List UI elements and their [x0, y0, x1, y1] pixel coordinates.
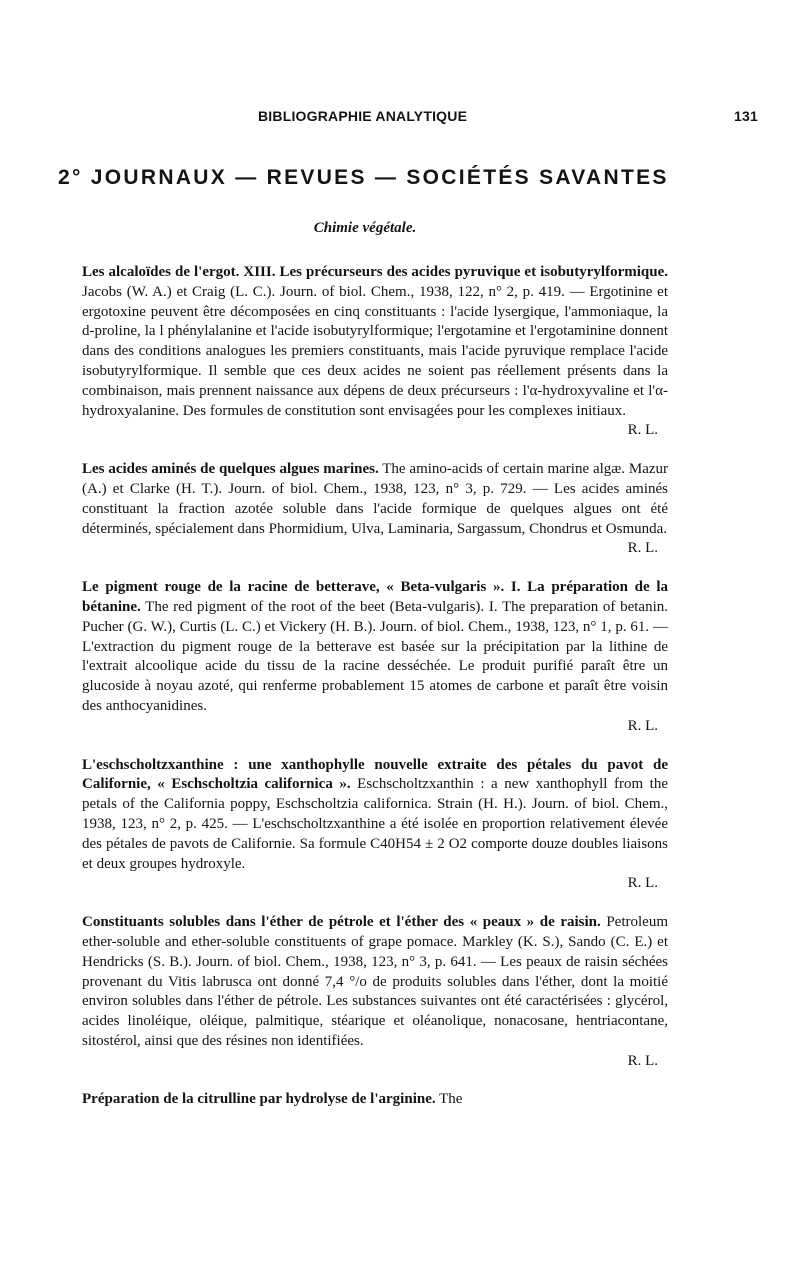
bibliography-entry — [82, 913, 668, 1071]
entry-text: Eschscholtzxanthin : a new xanthophyll from the petals of the California poppy, Eschscholtzia californica. Strain (H. H.). Journ. of biol. Chem., 1938, 123, n° 2, p. 425. — L'eschscholtzxanthine a été isolée en proportion relativement élevée des pétales de pavots de Californie. Sa formule — [82, 776, 668, 852]
entry-title: Les acides aminés de quelques algues marines. — [82, 461, 379, 478]
entry-signature: R. L. — [627, 717, 658, 734]
bibliography-entry — [82, 263, 668, 441]
entry-text: Petroleum ether-soluble and ether-soluble constituents of grape pomace. Markley (K. S.), Sando (C. E.) et Hendricks (S. B.). Journ. of biol. Chem., 1938, 123, n° 3, p. 641. — Les peaux de raisin séchées provenant du Vitis labrusca ont donné 7,4 °/o de produits solubles dans l'éther, dont la moitié environ solubles dans l'éther de pétrole. Les substances suivantes ont été caractérisées : glycérol, acides linoléique, oléique, palmitique, stéarique et oléanolique, nonacosane, hentriacontane, sitostérol, ainsi que des résines non identifiées. — [82, 914, 668, 1049]
entry-text: The amino-acids of certain marine algæ. Mazur (A.) et Clarke (H. T.). Journ. of biol. Chem., 1938, 123, n° 3, p. 729. — Les acides aminés constituant la fraction azotée soluble dans l'acide formique de quelques algues ont été déterminés, spécialement dans Phormidium, Ulva, Laminaria, Sargassum, Chondrus et Osmunda. — [82, 461, 668, 537]
entry-signature: R. L. — [627, 875, 658, 892]
entry-title: Les alcaloïdes de l'ergot. XIII. Les précurseurs des acides pyruvique et isobutyrylformique. — [82, 264, 668, 280]
bibliography-entry — [82, 1090, 668, 1110]
page-number: 131 — [734, 108, 758, 124]
entry-title: Le pigment rouge de la racine de betterave, « Beta-vulgaris ». I. La préparation de la bétanine. — [82, 579, 668, 615]
entry-signature: R. L. — [627, 540, 658, 557]
entry-signature: R. L. — [627, 1052, 658, 1069]
running-header — [258, 108, 758, 130]
bibliography-entry — [82, 578, 668, 736]
entry-text: The red pigment of the root of the beet (Beta-vulgaris). I. The preparation of betanin. Pucher (G. W.), Curtis (L. C.) et Vickery (H. B.). Journ. of biol. Chem., 1938, 123, n° 1, p. 61. — L'extraction du pigment rouge de la betterave est basée sur la précipitation par la lithine de l'extrait alcoolique acide du tissu de la racine desséchée. Le produit purifié paraît être un glucoside à noyau azoté, qui renferme probablement 15 atomes de carbone et paraît être voisin des anthocyanidines. — [82, 598, 668, 714]
section-heading: 2° JOURNAUX — REVUES — SOCIÉTÉS SAVANTES — [58, 166, 669, 189]
entry-title: Constituants solubles dans l'éther de pétrole et l'éther des « peaux » de raisin. — [82, 914, 601, 931]
chemical-formula: C40H54 ± 2 O2 — [370, 835, 468, 852]
entry-text: Jacobs (W. A.) et Craig (L. C.). Journ. of biol. Chem., 1938, 122, n° 2, p. 419. — Ergotinine et ergotoxine peuvent être décomposées en cinq constituants : l'acide lysergique, l'ammoniaque, la d-proline, la l phénylalanine et l'acide isobutyrylformique; l'ergotamine et l'ergotaminine donnent dans des conditions analogues les premiers constituants, mais l'acide pyruvique remplace l'acide isobutyrylformique. Il semble que ces deux acides ne soient pas réellement présents dans la combinaison, mais prennent naissance aux dépens de deux précurseurs : l'α-hydroxyvaline et l'α-hydroxyalanine. Des formules de constitution sont envisagées pour les complexes initiaux. — [82, 283, 668, 419]
entry-title: Préparation de la citrulline par hydrolyse de l'arginine. — [82, 1091, 436, 1108]
entry-text-continued: comporte douze doubles liaisons et deux groupes hydroxyle. — [82, 835, 669, 872]
subsection-heading: Chimie végétale. — [313, 220, 417, 236]
entry-signature: R. L. — [627, 422, 658, 439]
entry-title: L'eschscholtzxanthine : une xanthophylle nouvelle extraite des pétales du pavot de Californie, « Eschscholtzia californica ». — [82, 756, 668, 793]
bibliography-entry — [82, 460, 668, 559]
entry-text: The — [439, 1091, 463, 1108]
bibliography-entries — [82, 248, 668, 1129]
running-title: BIBLIOGRAPHIE ANALYTIQUE — [258, 108, 468, 124]
bibliography-entry — [82, 756, 668, 895]
